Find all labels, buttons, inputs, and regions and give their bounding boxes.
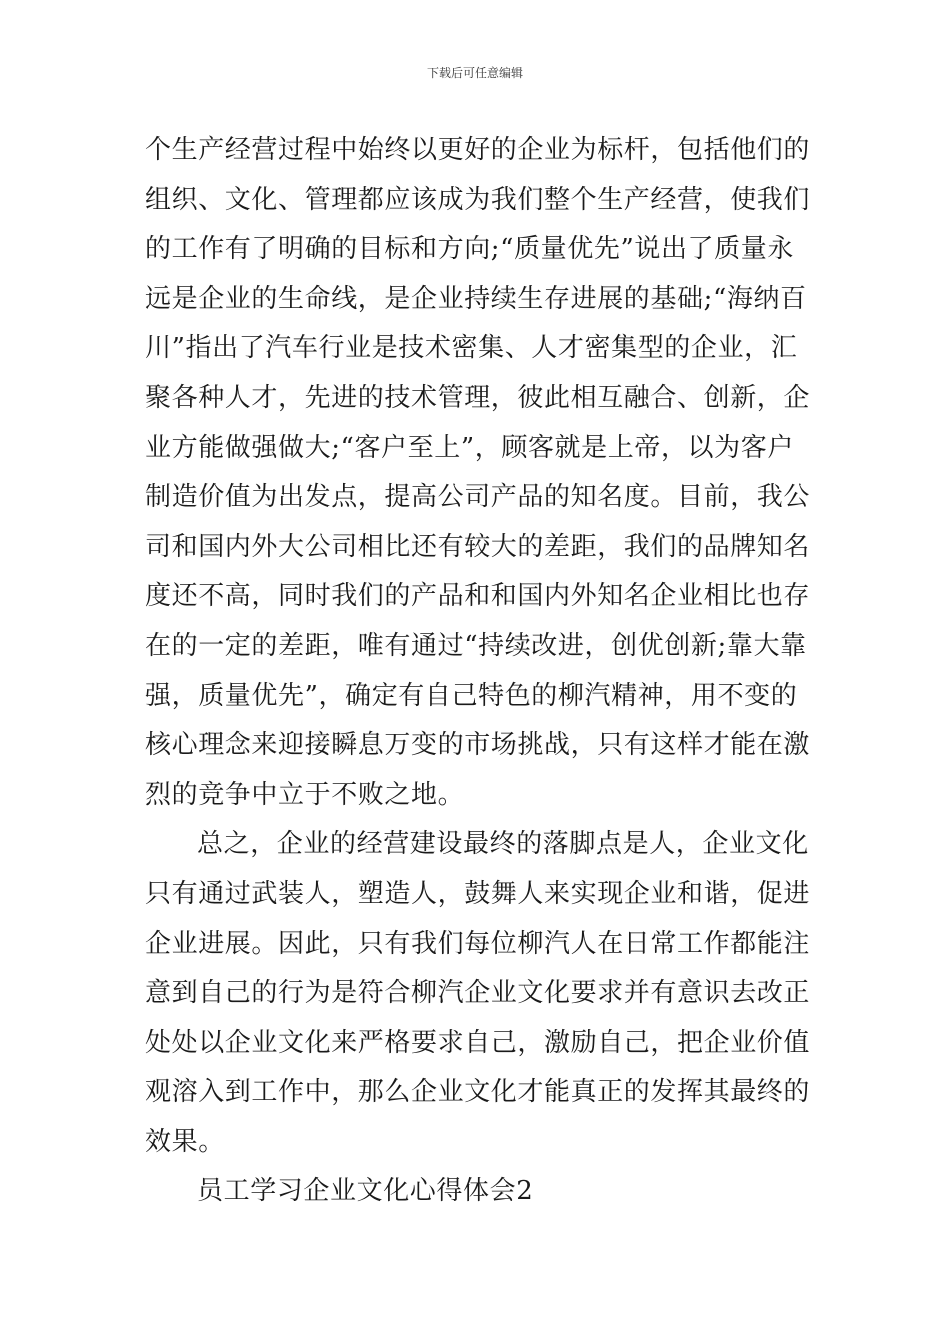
text-line: 制造价值为出发点，提高公司产品的知名度。目前，我公 [145, 482, 811, 513]
page-header: 下载后可任意编辑 [426, 66, 523, 80]
text-line: 聚各种人才，先进的技术管理，彼此相互融合、创新，企 [145, 382, 811, 413]
section-heading: 员工学习企业文化心得体会2 [197, 1176, 534, 1207]
text-line: 在的一定的差距，唯有通过“持续改进，创优创新;靠大靠 [145, 630, 807, 661]
text-line: 处处以企业文化来严格要求自己，激励自己，把企业价值 [145, 1027, 811, 1058]
text-line: 意到自己的行为是符合柳汽企业文化要求并有意识去改正 [145, 978, 811, 1009]
text-line: 的工作有了明确的目标和方向;“质量优先”说出了质量永 [145, 234, 794, 265]
text-line: 远是企业的生命线，是企业持续生存进展的基础;“海纳百 [145, 283, 807, 314]
text-line: 观溶入到工作中，那么企业文化才能真正的发挥其最终的 [145, 1077, 811, 1108]
paragraph-start-line: 总之，企业的经营建设最终的落脚点是人，企业文化 [197, 829, 809, 860]
text-line: 强，质量优先”，确定有自己特色的柳汽精神，用不变的 [145, 680, 798, 711]
text-line: 企业进展。因此，只有我们每位柳汽人在日常工作都能注 [145, 928, 811, 959]
text-line: 司和国内外大公司相比还有较大的差距，我们的品牌知名 [145, 531, 811, 562]
document-body [145, 126, 810, 1217]
text-line: 业方能做强做大;“客户至上”，顾客就是上帝，以为客户 [145, 432, 794, 463]
text-line: 度还不高，同时我们的产品和和国内外知名企业相比也存 [145, 581, 811, 612]
text-line: 效果。 [145, 1126, 225, 1157]
text-line: 烈的竞争中立于不败之地。 [145, 779, 465, 810]
text-line: 组织、文化、管理都应该成为我们整个生产经营，使我们 [145, 184, 811, 215]
text-line: 川”指出了汽车行业是技术密集、人才密集型的企业，汇 [145, 333, 798, 364]
text-line: 只有通过武装人，塑造人，鼓舞人来实现企业和谐，促进 [145, 878, 811, 909]
text-line: 个生产经营过程中始终以更好的企业为标杆，包括他们的 [145, 135, 811, 165]
text-line: 核心理念来迎接瞬息万变的市场挑战，只有这样才能在激 [145, 730, 811, 761]
